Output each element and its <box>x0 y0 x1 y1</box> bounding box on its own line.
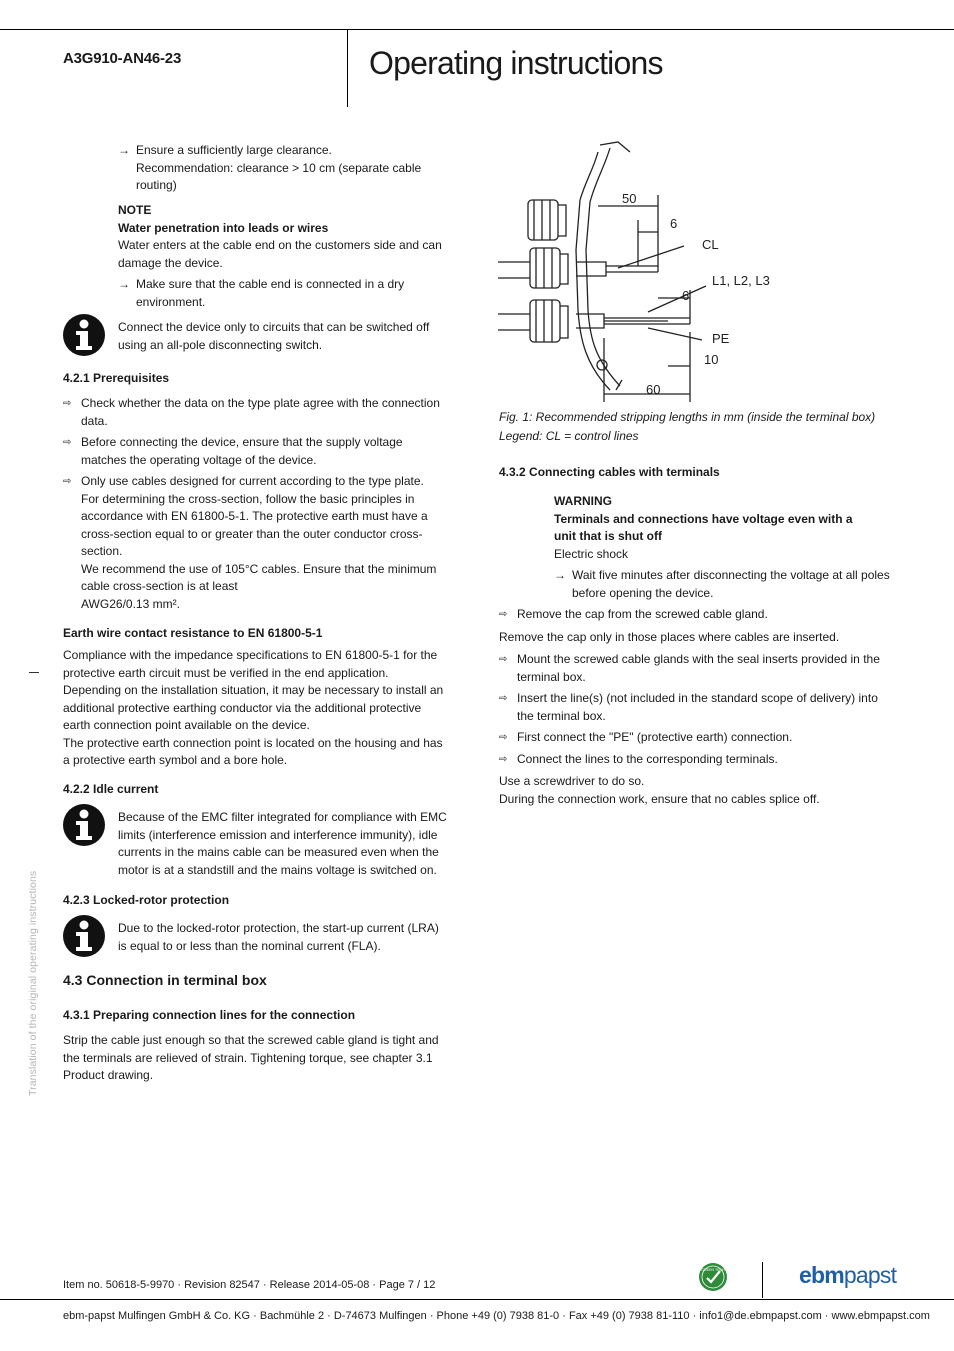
section-4-3-heading: 4.3 Connection in terminal box <box>63 972 267 988</box>
dim-6b-label: 6 <box>682 288 690 303</box>
list-item-text: Remove the cap from the screwed cable gland. <box>517 607 768 621</box>
arrow-icon: → <box>118 143 130 157</box>
list-item-text: Check whether the data on the type plate agree with the connection data. <box>81 396 440 428</box>
info-text-1: Connect the device only to circuits that can be switched off using an all-pole disconnecting switch. <box>118 320 430 352</box>
dim-10-label: 10 <box>704 352 719 367</box>
item-info: Item no. 50618-5-9970 · Revision 82547 · Release 2014-05-08 · Page 7 / 12 <box>63 1279 436 1291</box>
list-item <box>499 751 889 769</box>
clearance-line-1: Ensure a sufficiently large clearance. <box>136 143 332 157</box>
connection-steps <box>499 606 889 808</box>
list-item <box>63 434 448 469</box>
stripping-lengths-figure <box>498 140 798 405</box>
arrow-icon: → <box>118 277 130 291</box>
note-heading: Water penetration into leads or wires <box>118 220 329 235</box>
bullet-arrow-icon: ⇨ <box>499 693 508 704</box>
company-address: ebm-papst Mulfingen GmbH & Co. KG · Bachmühle 2 · D-74673 Mulfingen · Phone +49 (0) 7938 81-0 · Fax +49 (0) 7938 81-110 · info1@de.ebmpapst.com · www.ebmpapst.com <box>63 1310 930 1322</box>
list-item <box>63 395 448 430</box>
cl-label: CL <box>702 237 719 252</box>
green-tech-text: GREEN TECH <box>701 1268 725 1272</box>
figure-legend: Legend: CL = control lines <box>499 429 639 443</box>
note-block <box>118 202 448 311</box>
closing-text: Use a screwdriver to do so. During the connection work, ensure that no cables splice off. <box>499 774 820 806</box>
figure-caption: Fig. 1: Recommended stripping lengths in mm (inside the terminal box) <box>499 410 876 424</box>
step1-note: Remove the cap only in those places where cables are inserted. <box>499 629 840 644</box>
list-item <box>499 729 889 747</box>
model-number: A3G910-AN46-23 <box>63 50 182 67</box>
list-item <box>499 651 889 686</box>
translation-note: Translation of the original operating instructions <box>27 870 39 1096</box>
footer-rule <box>0 1299 954 1300</box>
bullet-arrow-icon: ⇨ <box>499 609 508 620</box>
bullet-arrow-icon: ⇨ <box>499 654 508 665</box>
green-tech-badge <box>698 1262 728 1292</box>
list-item <box>63 473 448 613</box>
pe-label: PE <box>712 331 730 346</box>
arrow-icon: → <box>554 568 566 582</box>
page-title: Operating instructions <box>369 45 663 81</box>
list-item <box>499 606 889 624</box>
list-item-text: Before connecting the device, ensure that the supply voltage matches the operating voltage of the device. <box>81 435 403 467</box>
warning-heading: Terminals and connections have voltage even with a unit that is shut off <box>554 511 853 543</box>
footer-logo-divider <box>762 1262 763 1298</box>
bullet-arrow-icon: ⇨ <box>63 476 72 487</box>
header-divider <box>347 29 348 107</box>
list-item-text: Only use cables designed for current according to the type plate. For determining the cross-section, follow the basic principles in accordance with EN 61800-5-1. The protective earth must have a cross-section equal to or greater than the outer conductor cross-section. We recommend the use of 105°C cables. Ensure that the minimum cable cross-section is at least AWG26/0.13 mm². <box>81 474 437 611</box>
warning-block <box>554 493 894 602</box>
warning-action: Wait five minutes after disconnecting the voltage at all poles before opening the device. <box>572 568 890 600</box>
section-4-3-2-heading: 4.3.2 Connecting cables with terminals <box>499 465 720 479</box>
dim-60-label: 60 <box>646 382 661 397</box>
list-item-text: Insert the line(s) (not included in the standard scope of delivery) into the terminal box. <box>517 691 878 723</box>
logo-ebm: ebm <box>799 1262 844 1288</box>
info-icon <box>62 313 106 357</box>
ebmpapst-logo <box>799 1262 896 1288</box>
section-4-3-1-heading: 4.3.1 Preparing connection lines for the connection <box>63 1008 356 1022</box>
prerequisites-list <box>63 395 448 613</box>
warning-label: WARNING <box>554 494 612 508</box>
section-4-2-2-heading: 4.2.2 Idle current <box>63 782 159 796</box>
bullet-arrow-icon: ⇨ <box>499 753 508 765</box>
logo-papst: papst <box>843 1262 897 1288</box>
bullet-arrow-icon: ⇨ <box>499 732 508 743</box>
note-text: Water enters at the cable end on the customers side and can damage the device. <box>118 238 442 270</box>
section-4-2-1-heading: 4.2.1 Prerequisites <box>63 371 170 385</box>
section-4-2-3-heading: 4.2.3 Locked-rotor protection <box>63 893 230 907</box>
list-item-text: Mount the screwed cable glands with the seal inserts provided in the terminal box. <box>517 652 880 684</box>
l1-l2-l3-label: L1, L2, L3 <box>712 273 770 288</box>
bullet-arrow-icon: ⇨ <box>63 398 72 409</box>
clearance-line-2: Recommendation: clearance > 10 cm (separate cable routing) <box>136 160 422 192</box>
clearance-instruction <box>118 142 438 195</box>
margin-mark <box>29 672 39 673</box>
dim-6-label: 6 <box>670 216 678 231</box>
note-label: NOTE <box>118 203 152 217</box>
list-item-text: Connect the lines to the corresponding terminals. <box>517 751 778 766</box>
info-text-3: Due to the locked-rotor protection, the start-up current (LRA) is equal to or less than the nominal current (FLA). <box>118 921 439 953</box>
warning-text: Electric shock <box>554 546 629 561</box>
earth-wire-heading: Earth wire contact resistance to EN 61800-5-1 <box>63 626 323 640</box>
note-action: Make sure that the cable end is connected in a dry environment. <box>136 277 405 309</box>
earth-wire-text: Compliance with the impedance specifications to EN 61800-5-1 for the protective earth circuit must be verified in the end application. Depending on the installation situation, it may be necessary to install an additional protective earthing conductor via the additional protective earth connection point available on the device. The protective earth connection point is located on the housing and has a protective earth symbol and a bore hole. <box>63 648 444 767</box>
section-4-3-1-text: Strip the cable just enough so that the screwed cable gland is tight and the terminals are relieved of strain. Tightening torque, see chapter 3.1 Product drawing. <box>63 1033 439 1082</box>
info-icon <box>62 914 106 958</box>
list-item-text: First connect the "PE" (protective earth) connection. <box>517 730 793 744</box>
header-top-rule <box>0 29 954 30</box>
bullet-arrow-icon: ⇨ <box>63 437 72 448</box>
dim-50-label: 50 <box>622 191 637 206</box>
info-text-2: Because of the EMC filter integrated for compliance with EMC limits (interference emission and interference immunity), idle currents in the mains cable can be measured even when the motor is at a standstill and the mains voltage is switched on. <box>118 810 447 877</box>
info-icon <box>62 803 106 847</box>
list-item <box>499 690 889 725</box>
